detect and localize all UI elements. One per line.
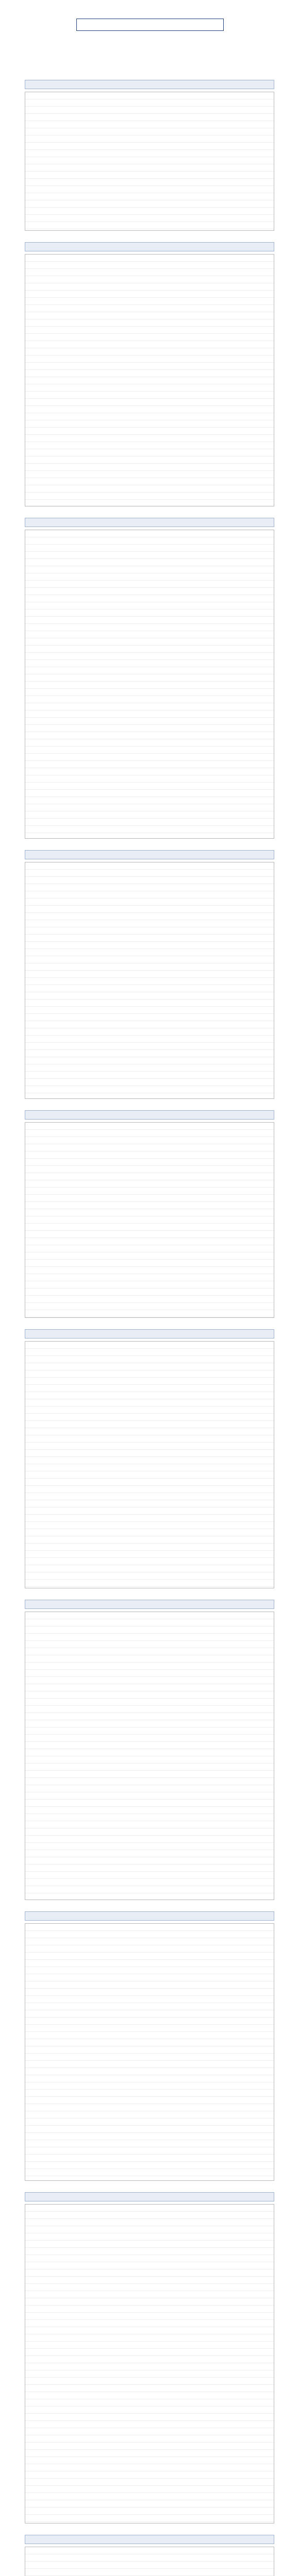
- section-content: [25, 92, 274, 231]
- section-heading: [25, 2192, 274, 2201]
- section-heading: [25, 518, 274, 527]
- intro-paragraph: [25, 41, 274, 56]
- section-heading: [25, 1600, 274, 1609]
- notice-title: [76, 19, 224, 31]
- section-content: [25, 1923, 274, 2181]
- section-content: [25, 2547, 274, 2576]
- section-content: [25, 2204, 274, 2523]
- section-heading: [25, 80, 274, 89]
- section-content: [25, 1612, 274, 1900]
- section-content: [25, 862, 274, 1099]
- section-content: [25, 254, 274, 506]
- section-heading: [25, 1329, 274, 1338]
- section-heading: [25, 1911, 274, 1921]
- section-heading: [25, 242, 274, 251]
- section-heading: [25, 2535, 274, 2544]
- section-content: [25, 1341, 274, 1588]
- section-heading: [25, 1110, 274, 1120]
- section-heading: [25, 850, 274, 859]
- section-content: [25, 530, 274, 839]
- section-content: [25, 1122, 274, 1318]
